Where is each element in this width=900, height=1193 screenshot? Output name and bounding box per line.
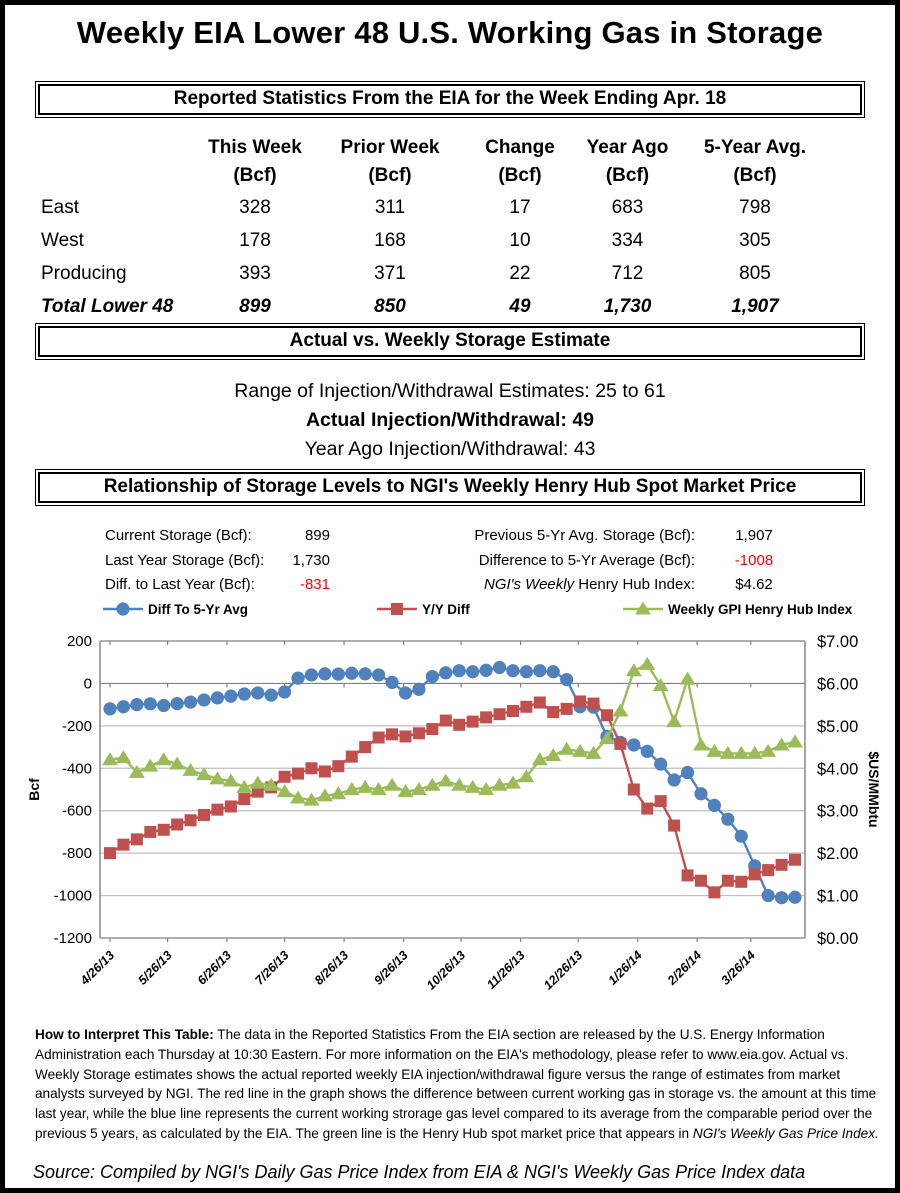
svg-text:Bcf: Bcf [26, 778, 42, 801]
table-cell: 305 [739, 230, 771, 251]
svg-text:$0.00: $0.00 [817, 930, 859, 948]
estimate-actual-line: Actual Injection/Withdrawal: 49 [305, 409, 595, 431]
estimate-year-ago-line: Year Ago Injection/Withdrawal: 43 [304, 438, 596, 460]
svg-text:12/26/13: 12/26/13 [541, 948, 586, 993]
svg-text:$US/MMbtu: $US/MMbtu [866, 751, 882, 828]
table-cell: 10 [509, 230, 531, 251]
svg-text:2/26/14: 2/26/14 [664, 948, 705, 988]
table-cell-total: 1,730 [603, 296, 652, 317]
how-to-interpret-paragraph [35, 1025, 883, 1144]
estimate-header-box [35, 323, 865, 360]
table-cell-total: 850 [374, 296, 406, 317]
corner-cell [35, 134, 195, 161]
relationship-header-box [35, 469, 865, 506]
stat-value-diff-5yr-avg: -1008 [734, 551, 774, 569]
row-label-west: West [41, 230, 84, 251]
svg-text:7/26/13: 7/26/13 [252, 948, 292, 988]
row-label-producing: Producing [41, 263, 127, 284]
stat-value-diff-last-year: -831 [299, 576, 330, 593]
corner-cell [35, 161, 195, 191]
col-header-change: Change [485, 137, 555, 158]
stat-label-current-storage: Current Storage (Bcf): [105, 527, 252, 544]
table-cell-total: 1,907 [731, 296, 779, 317]
col-header-5yr-avg: 5-Year Avg. [703, 137, 807, 158]
stat-value-prev-5yr-avg: 1,907 [735, 527, 773, 544]
svg-text:8/26/13: 8/26/13 [311, 948, 352, 988]
svg-text:200: 200 [66, 633, 92, 650]
svg-text:-600: -600 [61, 802, 92, 820]
svg-text:Diff To 5-Yr Avg: Diff To 5-Yr Avg [148, 602, 248, 617]
col-unit: (Bcf) [733, 165, 777, 186]
footer-lead: How to Interpret This Table: [35, 1027, 214, 1042]
svg-text:9/26/13: 9/26/13 [371, 948, 411, 988]
svg-text:$6.00: $6.00 [817, 675, 859, 694]
storage-price-chart [25, 593, 885, 1013]
svg-text:$2.00: $2.00 [817, 845, 859, 864]
col-header-this-week: This Week [208, 137, 302, 158]
reported-statistics-header-box [35, 81, 865, 118]
table-cell: 393 [239, 263, 271, 284]
table-cell: 798 [739, 197, 771, 218]
table-cell: 17 [509, 197, 531, 218]
svg-text:$5.00: $5.00 [817, 717, 859, 736]
svg-text:-1200: -1200 [53, 930, 92, 947]
source-line: Source: Compiled by NGI's Daily Gas Price Index from EIA & NGI's Weekly Gas Price Index data [33, 1162, 806, 1182]
svg-text:-200: -200 [61, 717, 92, 735]
svg-text:1/26/14: 1/26/14 [605, 948, 645, 988]
relationship-header: Relationship of Storage Levels to NGI's Weekly Henry Hub Spot Market Price [38, 472, 862, 503]
svg-text:$4.00: $4.00 [817, 760, 859, 779]
footer-body: The data in the Reported Statistics From the EIA section are released by the U.S. Energy Information Administration each Thursday at 10:30 Eastern. For more information on the EIA's methodology, please refer to www.eia.gov. Actual vs. Weekly Storage estimates shows the actual reported weekly EIA injection/withdrawal figure versus the range of estimates from market analysts surveyed by NGI. The red line in the graph shows the difference between current working gas in storage vs. the amount at this time last year, while the blue line represents the current working strorage gas level compared to its average from the comparable period over the previous 5 years, as calculated by the EIA. The green line is the Henry Hub spot market price that appears in [35, 1027, 877, 1141]
svg-text:Weekly GPI Henry Hub Index: Weekly GPI Henry Hub Index [668, 602, 853, 617]
stat-value-henry-hub-index: $4.62 [735, 576, 773, 593]
svg-text:0: 0 [83, 675, 92, 693]
col-unit: (Bcf) [368, 165, 412, 186]
reported-statistics-header: Reported Statistics From the EIA for the Week Ending Apr. 18 [38, 84, 862, 115]
table-cell: 371 [374, 263, 406, 284]
stat-value-current-storage: 899 [304, 527, 330, 544]
svg-text:3/26/14: 3/26/14 [718, 948, 758, 988]
svg-text:11/26/13: 11/26/13 [484, 948, 528, 992]
eia-statistics-table [35, 134, 875, 323]
henry-hub-index-label: Henry Hub Index: [574, 576, 695, 593]
storage-price-chart-svg [25, 593, 885, 1013]
svg-text:10/26/13: 10/26/13 [423, 948, 469, 993]
table-cell: 311 [374, 197, 406, 218]
table-cell: 328 [239, 197, 271, 218]
table-cell: 712 [611, 263, 644, 284]
col-unit: (Bcf) [605, 165, 650, 186]
table-cell: 683 [611, 197, 644, 218]
svg-text:$3.00: $3.00 [817, 802, 859, 821]
stat-label-diff-last-year: Diff. to Last Year (Bcf): [105, 576, 255, 593]
page-title: Weekly EIA Lower 48 U.S. Working Gas in Storage [76, 15, 824, 50]
svg-text:-1000: -1000 [53, 887, 92, 905]
svg-text:-800: -800 [61, 845, 92, 863]
svg-text:4/26/13: 4/26/13 [77, 948, 118, 988]
svg-text:$7.00: $7.00 [817, 633, 859, 651]
table-cell: 805 [739, 263, 771, 284]
footer-italic-tail: NGI's Weekly Gas Price Index. [692, 1125, 879, 1141]
ngis-weekly-italic: NGI's Weekly [483, 576, 575, 593]
stat-value-last-year-storage: 1,730 [292, 551, 330, 569]
table-cell-total: 49 [509, 296, 531, 317]
stat-label-last-year-storage: Last Year Storage (Bcf): [105, 551, 265, 569]
row-label-total-lower-48: Total Lower 48 [41, 296, 174, 317]
row-label-east: East [41, 197, 80, 218]
table-cell: 22 [509, 263, 531, 284]
relationship-stats [105, 524, 795, 598]
stat-label-diff-5yr-avg: Difference to 5-Yr Average (Bcf): [478, 551, 695, 569]
svg-text:$1.00: $1.00 [817, 887, 859, 906]
svg-text:-400: -400 [61, 760, 92, 778]
svg-text:Y/Y Diff: Y/Y Diff [422, 602, 470, 617]
svg-text:6/26/13: 6/26/13 [194, 948, 235, 988]
estimate-lines [5, 377, 895, 464]
table-cell: 168 [374, 230, 406, 251]
table-cell-total: 899 [239, 296, 271, 317]
table-cell: 334 [611, 230, 644, 251]
svg-text:5/26/13: 5/26/13 [135, 948, 175, 988]
col-header-year-ago: Year Ago [586, 137, 669, 158]
col-unit: (Bcf) [498, 165, 542, 186]
col-header-prior-week: Prior Week [340, 137, 440, 158]
table-cell: 178 [239, 230, 271, 251]
estimate-header: Actual vs. Weekly Storage Estimate [38, 326, 862, 357]
col-unit: (Bcf) [233, 165, 277, 186]
estimate-range-line: Range of Injection/Withdrawal Estimates: 25 to 61 [234, 380, 666, 402]
stat-label-prev-5yr-avg: Previous 5-Yr Avg. Storage (Bcf): [474, 527, 695, 544]
